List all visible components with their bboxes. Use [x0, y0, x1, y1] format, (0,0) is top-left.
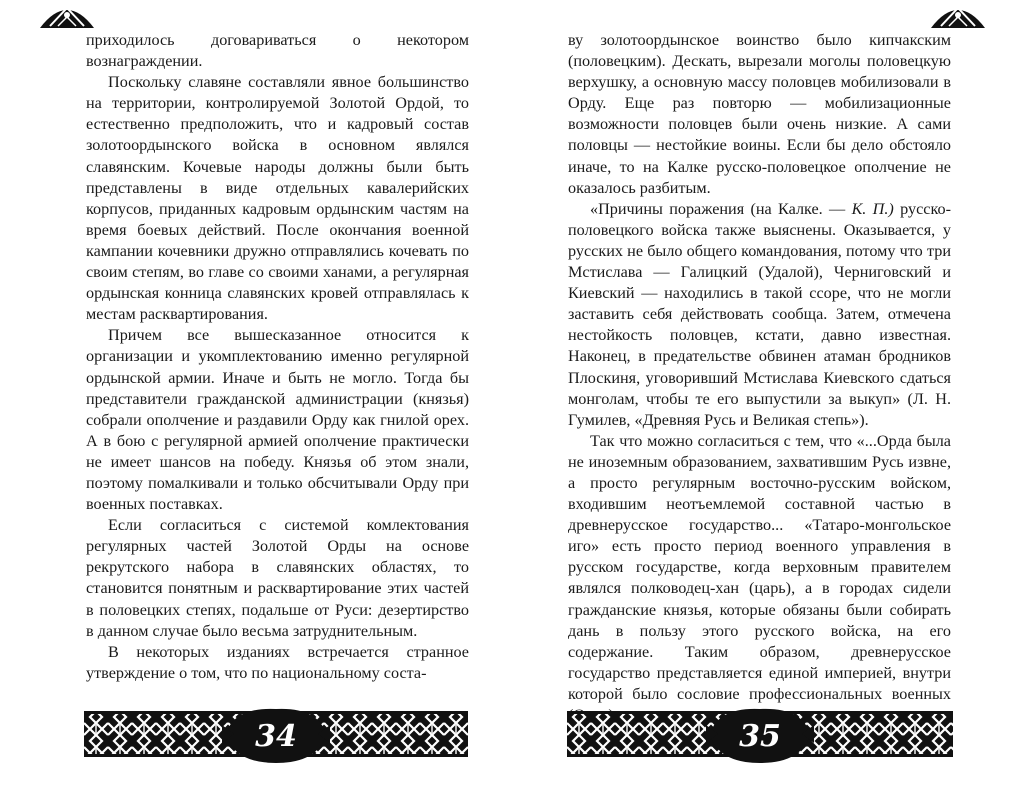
right-page [511, 0, 1021, 800]
paragraph: приходилось договариваться о некотором вознаграждении. [86, 31, 469, 71]
paragraph: Так что можно согласиться с тем, что «...Орда была не иноземным образованием, захватившим Русь извне, а просто регулярным восточно-русским войском, входившим неотъемлемой составной частью в древнерусское государство... «Татаро-монгольское иго» есть просто период военного управления в русском государстве, когда верховным правителем являлся полководец-хан (царь), а в городах сидели гражданские князья, которые обязаны были собирать дань в пользу этого русского войска, на его содержание. Таким образом, древнерусское государство представляется единой империей, внутри которой было сословие профессиональных военных [568, 431, 951, 703]
footer-ornament [84, 705, 468, 767]
footer-ornament [567, 705, 953, 767]
quote-rest: русско-половецкого войска также выяснены. Оказывается, у русских не было общего командования, потому что три Мстислава — Галицкий (Удалой), Черниговский и Киевский — находились в такой ссоре, что не могли заставить себя действовать сообща. Затем, отмечена нестойкость половцев, кстати, давно известная. Наконец, в предательстве обвинен атаман бродников Плоскиня, уговоривший Мстислава Киевского сдаться монголам, чтобы те его выпустили за выкуп» (Л. Н. Гумилев, «Древняя Русь и Великая степь»). [568, 199, 952, 429]
paragraph: Причем все вышесказанное относится к организации и укомплектованию именно регулярной ордынской армии. Иначе и быть не могло. Тогда бы представители гражданской администрации (князья) собрали ополчение и раздавили Орду как гнилой орех. А в бою с регулярной армией ополчение практически не имеет шансов на победу. Князья об этом знали, поэтому помалкивали и только обсчитывали Орду при военных поставках. [86, 326, 469, 514]
quote-start: «Причины поражения (на Калке. — [590, 199, 852, 218]
left-page-text [86, 30, 469, 684]
paragraph [568, 199, 951, 431]
paragraph: ву золотоордынское воинство было кипчакским (половецким). Дескать, вырезали моголы половецкую верхушку, а основную массу половцев мобилизовали в Орду. Еще раз повторю — мобилизационные возможности половцев были очень низкие. А сами половцы — нестойкие воины. Если бы дело обстояло иначе, то на Калке русско-половецкое ополчение не оказалось разбитым. [568, 31, 951, 197]
page-number: 34 [255, 719, 297, 754]
author-initials: К. П.) [851, 199, 894, 218]
corner-ornament-icon [38, 0, 96, 30]
paragraph: В некоторых изданиях встречается странное утверждение о том, что по национальному соста- [86, 642, 469, 682]
left-page [0, 0, 510, 800]
corner-ornament-icon [929, 0, 987, 30]
right-page-text [568, 30, 951, 726]
page-number: 35 [739, 719, 781, 754]
paragraph: Если согласиться с системой комлектования регулярных частей Золотой Орды на основе рекрутского набора в славянских областях, то становится понятным и расквартирование этих частей в половецких степях, подальше от Руси: дезертирство в данном случае было весьма затруднительным. [86, 516, 469, 640]
paragraph: Поскольку славяне составляли явное большинство на территории, контролируемой Золотой Ордой, то естественно предположить, что и кадровый состав золотоордынского войска в основном являлся славянским. Кочевые народы должны были быть представлены в виде отдельных кавалерийских корпусов, приданных кадровым ордынским частям на время боевых действий. После окончания военной кампании кочевники дружно отправлялись кочевать по своим степям, во главе со своими ханами, а регулярная ордынская конница славянских кровей отправлялась к местам расквартирования. [86, 73, 469, 324]
